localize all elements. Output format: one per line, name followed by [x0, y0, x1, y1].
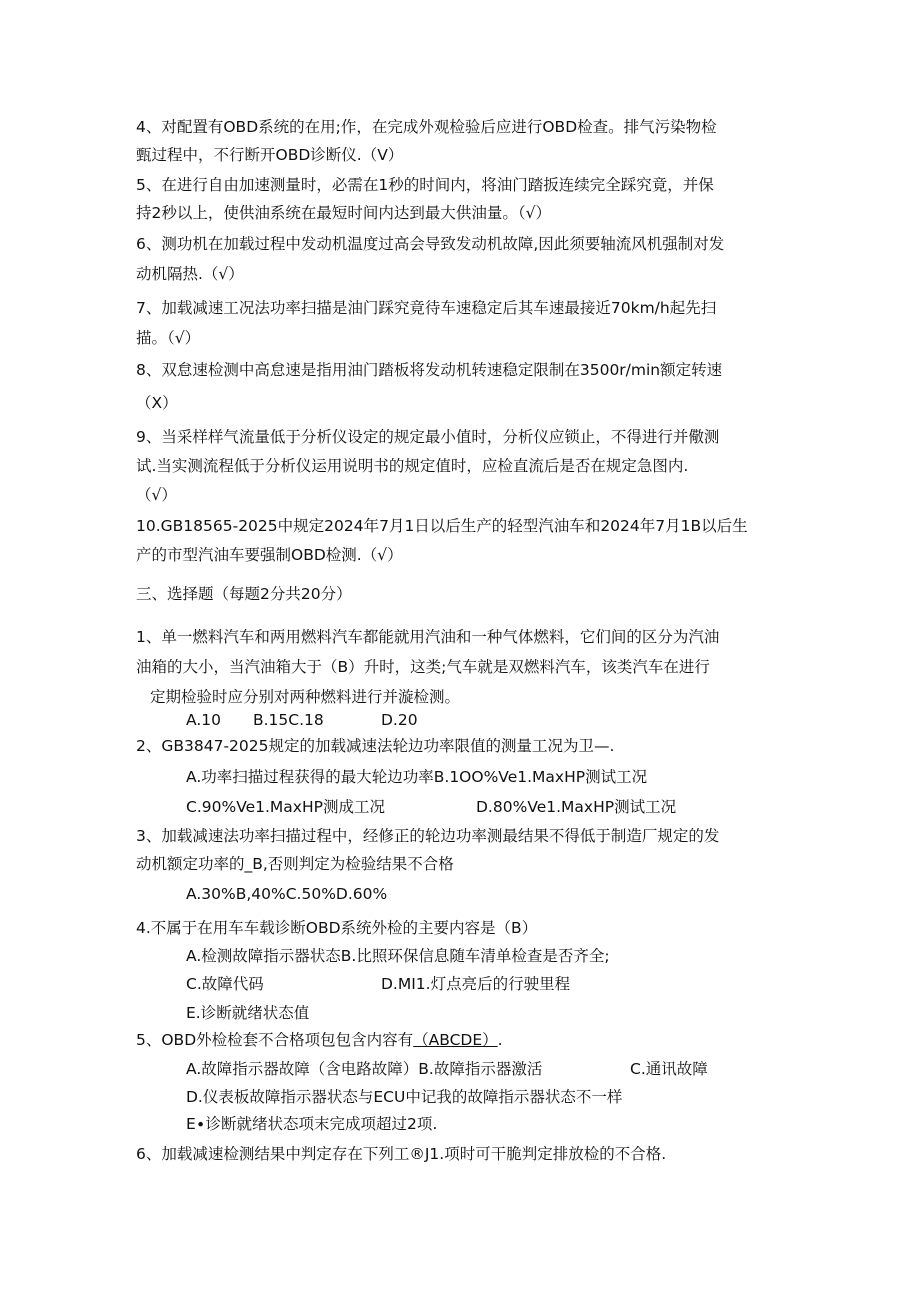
mc-q5: [136, 1030, 503, 1050]
mc-q5-option-ab: A.故障指示器故障（含电路故障）B.故障指示器激活: [186, 1060, 543, 1078]
tf-q8-line2: （X）: [136, 394, 178, 412]
tf-q10-line1: 10.GB18565-2025中规定2024年7月1日以后生产的轻型汽油车和2024年7月1B以后生: [136, 517, 748, 535]
mc-q3-options: A.30%B,40%C.50%D.60%: [186, 885, 388, 903]
mc-q5-prefix: 5、OBD外检检套不合格项包包含内容有: [136, 1031, 414, 1049]
tf-q8-line1: 8、双怠速检测中高怠速是指用油门踏板将发动机转速稳定限制在3500r∕min额定转速: [136, 361, 723, 379]
mc-q4: 4.不属于在用车车载诊断OBD系统外检的主要内容是（B）: [136, 919, 538, 937]
mc-q4-option-d: D.MI1.灯点亮后的行驶里程: [381, 975, 571, 993]
mc-q3-line2: 动机额定功率的_B,否则判定为检验结果不合格: [136, 855, 454, 873]
mc-q5-answer: （ABCDE）: [413, 1031, 498, 1049]
tf-q9-line2: 试.当实测流程低于分析仪运用说明书的规定值时，应检直流后是否在规定急图内.: [136, 457, 689, 475]
section-title: 三、选择题（每题2分共20分）: [136, 585, 352, 603]
tf-q4-line1: 4、对配置有OBD系统的在用;作，在完成外观检验后应进行OBD检查。排气污染物检: [136, 118, 717, 136]
tf-q5-line1: 5、在进行自由加速测量时，必需在1秒的时间内，将油门踏扳连续完全踩究竟，并保: [136, 176, 714, 194]
mc-q1-line2: 油箱的大小，当汽油箱大于（B）升时，这类;气车就是双燃料汽车，该类汽车在进行: [136, 658, 710, 676]
tf-q7-line1: 7、加载减速工况法功率扫描是油门踩究竟待车速稳定后其车速最接近70km∕h起先扫: [136, 299, 717, 317]
mc-q2-option-ab: A.功率扫描过程获得的最大轮边功率B.1OO%Ve1.MaxHP测试工况: [186, 768, 648, 786]
tf-q10-line2: 产的市型汽油车要强制OBD检测.（√）: [136, 546, 403, 564]
tf-q7-line2: 描。（√）: [136, 329, 201, 347]
tf-q6-line2: 动机隔热.（√）: [136, 265, 244, 283]
mc-q2-option-d: D.80%Ve1.MaxHP测试工况: [476, 798, 677, 816]
tf-q5-line2: 持2秒以上，使供油系统在最短时间内达到最大供油量。（√）: [136, 204, 551, 222]
mc-q3-line1: 3、加载减速法功率扫描过程中，经修正的轮边功率测最结果不得低于制造厂规定的发: [136, 827, 720, 845]
mc-q1-option-d: D.20: [381, 711, 418, 729]
mc-q5-option-e: E∙诊断就绪状态项末完成项超过2项.: [186, 1115, 438, 1133]
mc-q1-option-bc: B.15C.18: [253, 711, 324, 729]
tf-q6-line1: 6、测功机在加载过程中发动机温度过高会导致发动机故障,因此须要轴流风机强制对发: [136, 235, 725, 253]
mc-q4-option-c: C.故障代码: [186, 975, 264, 993]
mc-q5-suffix: .: [497, 1031, 503, 1049]
mc-q1-option-a: A.10: [186, 711, 221, 729]
mc-q4-option-ab: A.检测故障指示器状态B.比照环保信息随车清单检查是否齐全;: [186, 947, 610, 965]
mc-q5-option-c: C.通讯故障: [630, 1060, 708, 1078]
tf-q9-line1: 9、当采样样气流量低于分析仪设定的规定最小值时，分析仪应锁止，不得进行并儆测: [136, 428, 720, 446]
mc-q6: 6、加载减速检测结果中判定存在下列工®J1.项时可干脆判定排放检的不合格.: [136, 1145, 667, 1163]
tf-q4-line2: 甄过程中，不行断开OBD诊断仪.（V）: [136, 146, 404, 164]
mc-q1-line3: 定期检验时应分别对两种燃料进行并漩检测。: [150, 688, 461, 706]
mc-q1-line1: 1、单一燃料汽车和两用燃料汽车都能就用汽油和一种气体燃料，它们间的区分为汽油: [136, 628, 720, 646]
mc-q5-option-d: D.仪表板故障指示器状态与ECU中记我的故障指示器状态不一样: [186, 1088, 623, 1106]
mc-q2: 2、GB3847-2025规定的加载减速法轮边功率限值的测量工况为卫—.: [136, 737, 615, 755]
mc-q4-option-e: E.诊断就绪状态值: [186, 1004, 310, 1022]
mc-q2-option-c: C.90%Ve1.MaxHP测成工况: [186, 798, 385, 816]
tf-q9-line3: （√）: [136, 486, 177, 504]
